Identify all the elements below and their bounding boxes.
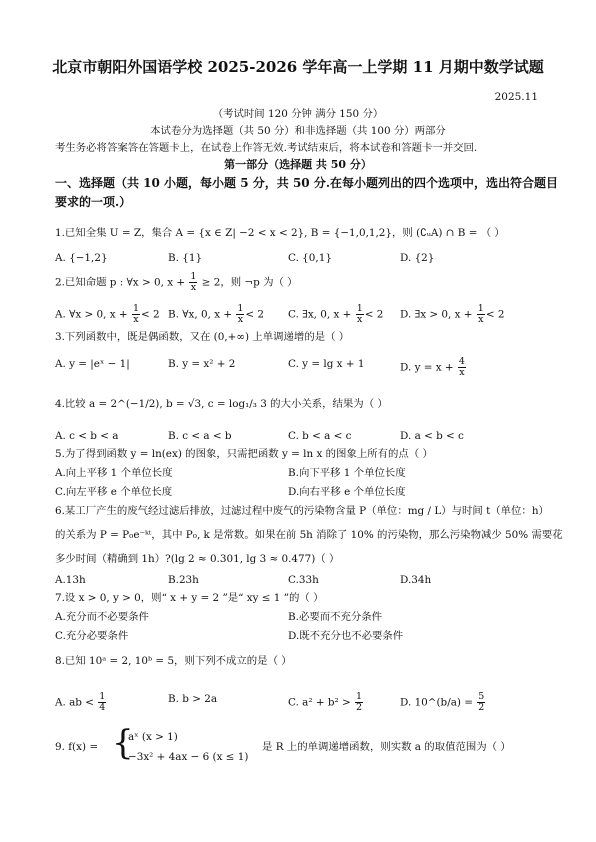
q8-option-c-frac xyxy=(355,692,363,713)
question-6-stem-line1: 6.某工厂产生的废气经过滤后排放，过滤过程中废气的污染物含量 P（单位：mg / L）与时间 t（单位：h） xyxy=(55,505,549,517)
frac-den: 4 xyxy=(99,702,106,713)
q2-stem-pre: 2.已知命题 p : ∀x > 0, x + xyxy=(55,276,189,289)
q8-option-d[interactable] xyxy=(400,692,486,713)
q6-option-a[interactable]: A.13h xyxy=(55,574,86,586)
q3-option-a[interactable]: A. y = |eˣ − 1| xyxy=(55,358,130,370)
q6-option-c[interactable]: C.33h xyxy=(288,574,319,586)
q5-option-b[interactable]: B.向下平移 1 个单位长度 xyxy=(288,467,406,479)
frac-num: 1 xyxy=(477,303,484,314)
question-1-stem: 1.已知全集 U = Z，集合 A = {x ∈ Z| −2 < x < 2}, B = {−1,0,1,2}，则 (∁ᵤA) ∩ B = （ ） xyxy=(55,227,505,239)
exam-title: 北京市朝阳外国语学校 2025-2026 学年高一上学期 11 月期中数学试题 xyxy=(52,58,544,76)
q9-case-1: aˣ (x > 1) xyxy=(128,731,178,743)
q2-option-b[interactable] xyxy=(168,304,264,325)
q8-option-c[interactable] xyxy=(288,692,364,713)
q6-option-d[interactable]: D.34h xyxy=(400,574,432,586)
q1-option-b[interactable]: B. {1} xyxy=(168,252,203,264)
q2-frac-num: 1 xyxy=(190,271,197,282)
question-9-stem-post: 是 R 上的单调递增函数，则实数 a 的取值范围为（ ） xyxy=(262,741,511,753)
q2-frac-den: x xyxy=(190,282,197,293)
q2-fraction xyxy=(189,272,197,293)
q8-option-c-pre: C. a² + b² > xyxy=(288,696,354,709)
q8-option-d-pre: D. 10^(b/a) = xyxy=(400,696,477,709)
q3-option-b[interactable]: B. y = x² + 2 xyxy=(168,358,236,370)
q2-option-c[interactable] xyxy=(288,304,383,325)
q3-option-d-frac xyxy=(458,357,466,378)
q6-option-b[interactable]: B.23h xyxy=(168,574,199,586)
q2-option-a-frac xyxy=(132,304,140,325)
q2-option-d[interactable] xyxy=(400,304,504,325)
q7-option-d[interactable]: D.既不充分也不必要条件 xyxy=(288,630,404,642)
q2-option-d-post: < 2 xyxy=(485,308,505,321)
frac-num: 1 xyxy=(237,303,244,314)
frac-num: 4 xyxy=(458,356,465,367)
q4-option-b[interactable]: B. c < a < b xyxy=(168,430,232,442)
q2-option-c-post: < 2 xyxy=(364,308,384,321)
frac-num: 1 xyxy=(356,691,363,702)
question-7-stem: 7.设 x > 0, y > 0，则“ x + y = 2 ”是“ xy ≤ 1 ”的（ ） xyxy=(55,592,324,604)
q8-option-d-frac xyxy=(477,692,485,713)
frac-num: 1 xyxy=(356,303,363,314)
q4-option-c[interactable]: C. b < a < c xyxy=(288,430,352,442)
q1-option-a[interactable]: A. {−1,2} xyxy=(55,252,108,264)
frac-den: x xyxy=(133,314,139,325)
q2-option-c-frac xyxy=(356,304,364,325)
q8-option-b[interactable]: B. b > 2a xyxy=(168,693,218,705)
exam-date: 2025.11 xyxy=(494,91,538,103)
q2-option-a[interactable] xyxy=(55,304,160,325)
q1-option-c[interactable]: C. {0,1} xyxy=(288,252,332,264)
part1-header: 第一部分（选择题 共 50 分） xyxy=(224,158,372,171)
question-3-stem: 3.下列函数中，既是偶函数，又在 (0,+∞) 上单调递增的是（ ） xyxy=(55,331,350,343)
q5-option-d[interactable]: D.向右平移 e 个单位长度 xyxy=(288,486,406,498)
section1-line2: 要求的一项.） xyxy=(55,195,132,209)
q2-option-a-post: < 2 xyxy=(141,308,160,321)
q3-option-d[interactable] xyxy=(400,357,467,378)
frac-den: x xyxy=(237,314,244,325)
q2-option-b-pre: B. ∀x, 0, x + xyxy=(168,308,236,321)
q2-option-c-pre: C. ∃x, 0, x + xyxy=(288,308,355,321)
q4-option-d[interactable]: D. a < b < c xyxy=(400,430,464,442)
question-6-stem-line2: 的关系为 P = P₀e⁻ᵏᵗ，其中 P₀, k 是常数。如果在前 5h 消除了 10% 的污染物，那么污染物减少 50% 需要花 xyxy=(55,529,563,541)
q2-option-b-frac xyxy=(236,304,244,325)
q2-stem-post: ≥ 2，则 ¬p 为（ ） xyxy=(198,276,298,289)
q3-option-c[interactable]: C. y = lg x + 1 xyxy=(288,358,365,370)
piecewise-brace: { xyxy=(112,723,134,763)
q2-option-d-pre: D. ∃x > 0, x + xyxy=(400,308,476,321)
frac-den: x xyxy=(459,367,465,378)
frac-num: 1 xyxy=(132,303,139,314)
frac-num: 1 xyxy=(99,691,106,702)
frac-den: x xyxy=(478,314,484,325)
exam-info: （考试时间 120 分钟 满分 150 分） xyxy=(212,108,384,120)
question-4-stem: 4.比较 a = 2^(−1/2), b = √3, c = log₁/₃ 3 的大小关系，结果为（ ） xyxy=(55,398,388,410)
frac-den: 2 xyxy=(478,702,485,713)
q7-option-c[interactable]: C.充分必要条件 xyxy=(55,630,129,642)
q2-option-d-frac xyxy=(477,304,485,325)
question-5-stem: 5.为了得到函数 y = ln(ex) 的图象，只需把函数 y = ln x 的图象上所有的点（ ） xyxy=(55,448,433,460)
q5-option-a[interactable]: A.向上平移 1 个单位长度 xyxy=(55,467,173,479)
q8-option-a[interactable] xyxy=(55,692,107,713)
q5-option-c[interactable]: C.向左平移 e 个单位长度 xyxy=(55,486,173,498)
q8-option-a-pre: A. ab < xyxy=(55,696,98,709)
q2-option-a-pre: A. ∀x > 0, x + xyxy=(55,308,131,321)
q8-option-a-frac xyxy=(98,692,106,713)
question-8-stem: 8.已知 10ᵃ = 2, 10ᵇ = 5，则下列不成立的是（ ） xyxy=(55,655,292,667)
q9-case-2: −3x² + 4ax − 6 (x ≤ 1) xyxy=(128,751,249,763)
frac-den: 2 xyxy=(356,702,363,713)
q1-option-d[interactable]: D. {2} xyxy=(400,252,435,264)
q7-option-b[interactable]: B.必要而不充分条件 xyxy=(288,611,383,623)
section1-line1: 一、选择题（共 10 小题，每小题 5 分，共 50 分.在每小题列出的四个选项中，选出符合题目 xyxy=(55,176,558,190)
q7-option-a[interactable]: A.充分而不必要条件 xyxy=(55,611,149,623)
question-2-stem xyxy=(55,272,298,293)
frac-den: x xyxy=(357,314,363,325)
question-6-stem-line3: 多少时间（精确到 1h）?(lg 2 ≈ 0.301, lg 3 ≈ 0.477)（ ） xyxy=(55,553,340,565)
q4-option-a[interactable]: A. c < b < a xyxy=(55,430,119,442)
q3-option-d-pre: D. y = x + xyxy=(400,361,457,374)
question-9-stem-pre: 9. f(x) = xyxy=(55,741,99,753)
instructions: 考生务必将答案答在答题卡上，在试卷上作答无效.考试结束后，将本试卷和答题卡一并交回. xyxy=(55,142,478,154)
frac-num: 5 xyxy=(478,691,485,702)
q2-option-b-post: < 2 xyxy=(245,308,265,321)
paper-parts: 本试卷分为选择题（共 50 分）和非选择题（共 100 分）两部分 xyxy=(150,125,446,137)
